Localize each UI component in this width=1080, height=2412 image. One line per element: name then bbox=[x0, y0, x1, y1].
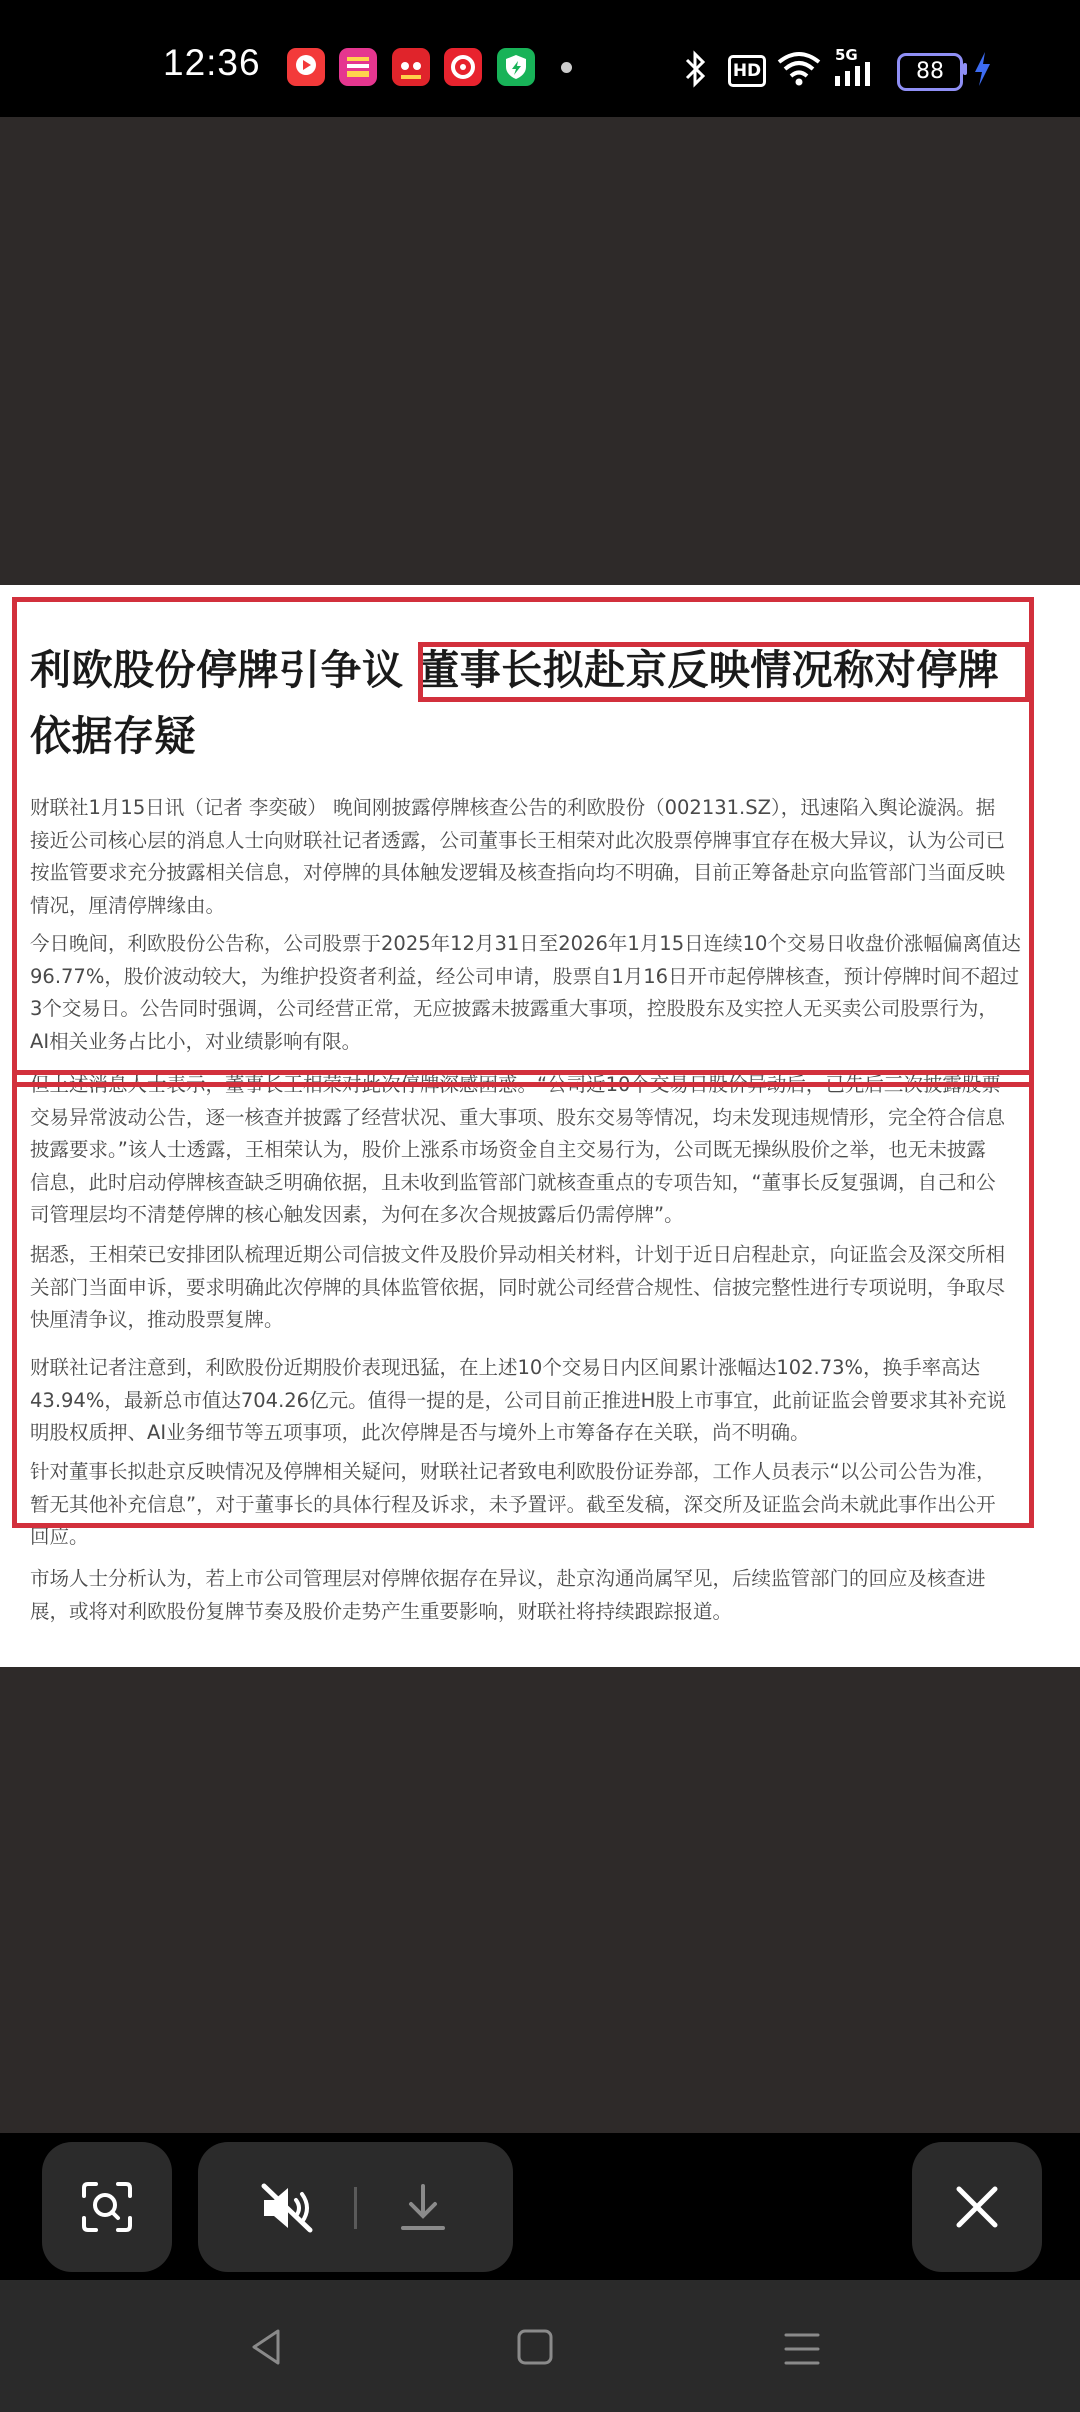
battery-tip bbox=[963, 63, 967, 75]
line: 接近公司核心层的消息人士向财联社记者透露，公司董事长王相荣对此次股票停牌事宜存在极大异议，认为公司已 bbox=[30, 828, 1006, 852]
notification-dot bbox=[561, 62, 572, 73]
line: 信息，此时启动停牌核查缺乏明确依据，且未收到监管部门就核查重点的专项告知，“董事长反复强调，自己和公 bbox=[30, 1170, 996, 1194]
line: 关部门当面申诉，要求明确此次停牌的具体监管依据，同时就公司经营合规性、信披完整性进行专项说明，争取尽 bbox=[30, 1275, 1006, 1299]
mute-icon bbox=[258, 2182, 318, 2234]
close-icon bbox=[953, 2183, 1001, 2231]
line: 明股权质押、AI业务细节等五项事项，此次停牌是否与境外上市筹备存在关联，尚不明确。 bbox=[30, 1421, 810, 1444]
line: 市场人士分析认为，若上市公司管理层对停牌依据存在异议，赴京沟通尚属罕见，后续监管部门的回应及核查进 bbox=[30, 1567, 986, 1590]
headline-part1: 利欧股份停牌引争议 bbox=[30, 646, 419, 694]
line: 43.94%，最新总市值达704.26亿元。值得一提的是，公司目前正推进H股上市事宜，此前证监会曾要求其补充说 bbox=[30, 1388, 1007, 1412]
line: 情况，厘清停牌缘由。 bbox=[30, 893, 226, 917]
signal-icon bbox=[833, 62, 883, 86]
line: 交易异常波动公告，逐一核查并披露了经营状况、重大事项、股东交易等情况，均未发现违规情形，完全符合信息 bbox=[30, 1105, 1006, 1129]
bottom-toolbar bbox=[0, 2133, 1080, 2280]
shopping-app-icon bbox=[339, 48, 377, 86]
back-icon[interactable] bbox=[246, 2326, 286, 2368]
battery-icon: 88 bbox=[897, 53, 963, 91]
paragraph-6 bbox=[30, 1456, 1045, 1554]
mute-button[interactable] bbox=[248, 2172, 328, 2242]
netease-music-icon bbox=[444, 48, 482, 86]
divider bbox=[354, 2187, 357, 2229]
scan-search-icon bbox=[80, 2180, 134, 2234]
line: 回应。 bbox=[30, 1525, 89, 1548]
status-bar bbox=[0, 0, 1080, 117]
paragraph-2 bbox=[30, 928, 1045, 1058]
headline-line2: 依据存疑 bbox=[30, 712, 196, 760]
bluetooth-icon bbox=[683, 50, 709, 88]
download-button[interactable] bbox=[383, 2172, 463, 2242]
paragraph-7 bbox=[30, 1563, 1045, 1628]
line: 但上述消息人士表示，董事长王相荣对此次停牌深感困惑。“公司近10个交易日股价异动后，已先后三次披露股票 bbox=[30, 1073, 1001, 1096]
line: 披露要求。”该人士透露，王相荣认为，股价上涨系市场资金自主交易行为，公司既无操纵股价之举，也无未披露 bbox=[30, 1138, 986, 1161]
line: 司管理层均不清楚停牌的核心触发因素，为何在多次合规披露后仍需停牌”。 bbox=[30, 1203, 684, 1226]
wifi-icon bbox=[777, 50, 821, 86]
paragraph-1 bbox=[30, 792, 1045, 922]
system-nav-bar bbox=[0, 2280, 1080, 2412]
line: 3个交易日。公告同时强调，公司经营正常，无应披露未披露重大事项，控股股东及实控人无买卖公司股票行为， bbox=[30, 997, 998, 1020]
scan-button[interactable] bbox=[42, 2142, 172, 2272]
paragraph-5 bbox=[30, 1352, 1045, 1450]
line: 财联社1月15日讯（记者 李奕破） 晚间刚披露停牌核查公告的利欧股份（002131.SZ），迅速陷入舆论漩涡。据 bbox=[30, 796, 996, 819]
line: 财联社记者注意到，利欧股份近期股价表现迅猛，在上述10个交易日内区间累计涨幅达102.73%，换手率高达 bbox=[30, 1356, 981, 1379]
line: 据悉，王相荣已安排团队梳理近期公司信披文件及股价异动相关材料，计划于近日启程赴京，向证监会及深交所相 bbox=[30, 1243, 1006, 1266]
article-image bbox=[0, 585, 1080, 1667]
line: 今日晚间，利欧股份公告称，公司股票于2025年12月31日至2026年1月15日连续10个交易日收盘价涨幅偏离值达 bbox=[30, 932, 1021, 955]
download-icon bbox=[398, 2182, 448, 2234]
line: 暂无其他补充信息”，对于董事长的具体行程及诉求，未予置评。截至发稿，深交所及证监会尚未就此事作出公开 bbox=[30, 1492, 996, 1516]
article-headline bbox=[30, 637, 1040, 696]
headline-part2: 董事长拟赴京反映情况称对停牌 bbox=[418, 646, 1000, 694]
paragraph-4 bbox=[30, 1239, 1045, 1337]
media-controls bbox=[198, 2142, 513, 2272]
hd-icon: HD bbox=[728, 55, 766, 87]
line: 快厘清争议，推动股票复牌。 bbox=[30, 1308, 284, 1331]
line: 展，或将对利欧股份复牌节奏及股价走势产生重要影响，财联社将持续跟踪报道。 bbox=[30, 1599, 733, 1623]
line: 96.77%，股价波动较大，为维护投资者利益，经公司申请，股票自1月16日开市起停牌核查，预计停牌时间不超过 bbox=[30, 964, 1020, 988]
close-button[interactable] bbox=[912, 2142, 1042, 2272]
status-time: 12:36 bbox=[163, 42, 261, 83]
line: 针对董事长拟赴京反映情况及停牌相关疑问，财联社记者致电利欧股份证券部，工作人员表示“以公司公告为准， bbox=[30, 1460, 996, 1483]
tmall-app-icon bbox=[392, 48, 430, 86]
line: 按监管要求充分披露相关信息，对停牌的具体触发逻辑及核查指向均不明确，目前正筹备赴京向监管部门当面反映 bbox=[30, 861, 1006, 884]
home-icon[interactable] bbox=[516, 2328, 554, 2366]
line: AI相关业务占比小，对业绩影响有限。 bbox=[30, 1029, 362, 1053]
network-type: 5G bbox=[835, 46, 858, 64]
video-app-icon bbox=[287, 48, 325, 86]
paragraph-3 bbox=[30, 1069, 1045, 1232]
security-app-icon bbox=[497, 48, 535, 86]
menu-icon[interactable] bbox=[782, 2330, 822, 2368]
charging-icon bbox=[972, 50, 992, 88]
